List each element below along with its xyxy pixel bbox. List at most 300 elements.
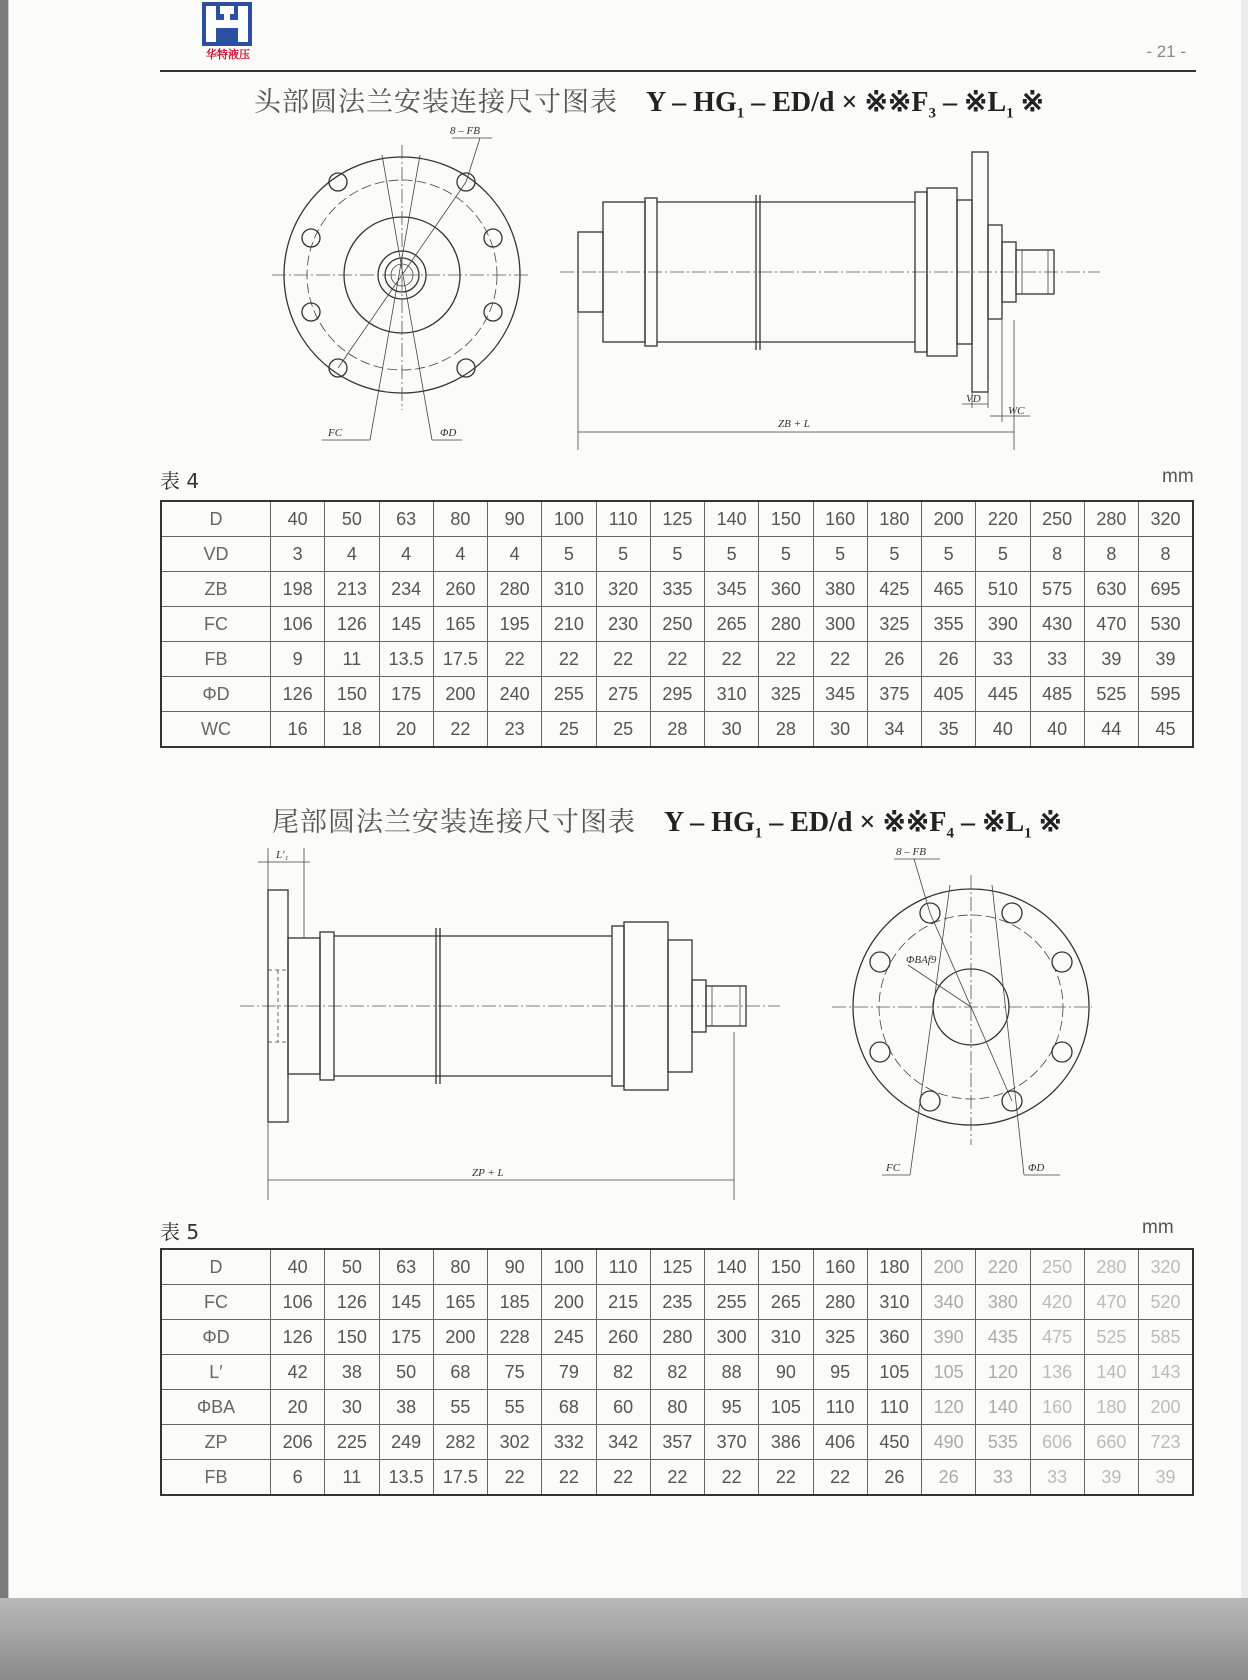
table-cell: 150 (325, 677, 379, 712)
table-cell: 280 (759, 607, 813, 642)
table-cell: 175 (379, 677, 433, 712)
label-zp-l: ZP + L (472, 1167, 504, 1179)
table-cell: 40 (976, 712, 1030, 748)
table-cell: 585 (1139, 1320, 1194, 1355)
table-cell: 360 (759, 572, 813, 607)
table-cell: 282 (433, 1425, 487, 1460)
table-cell: 22 (596, 642, 650, 677)
tail-flange-front-view (828, 845, 1098, 1190)
table-cell: 22 (542, 642, 596, 677)
table-cell: 95 (705, 1390, 759, 1425)
table-cell: 345 (813, 677, 867, 712)
table-cell: 22 (813, 642, 867, 677)
table-row (161, 677, 1193, 712)
table-cell: 370 (705, 1425, 759, 1460)
table-cell: 60 (596, 1390, 650, 1425)
table-cell: 320 (596, 572, 650, 607)
table-cell: 105 (922, 1355, 976, 1390)
table-cell: 120 (976, 1355, 1030, 1390)
table-cell: 8 (1139, 537, 1194, 572)
table-cell: 320 (1139, 1249, 1194, 1285)
table-cell: 18 (325, 712, 379, 748)
table-cell: 200 (922, 1249, 976, 1285)
table-cell: 145 (379, 1285, 433, 1320)
label-fc-2: FC (886, 1162, 901, 1174)
table-row (161, 1320, 1193, 1355)
table-cell: 340 (922, 1285, 976, 1320)
table-cell: 22 (759, 642, 813, 677)
table-cell: 22 (650, 1460, 704, 1496)
table-cell: 255 (705, 1285, 759, 1320)
table-cell: 310 (759, 1320, 813, 1355)
section2-title-cn: 尾部圆法兰安装连接尺寸图表 (272, 807, 636, 838)
table-cell: 106 (271, 1285, 325, 1320)
table-cell: 200 (922, 501, 976, 537)
table-cell: 255 (542, 677, 596, 712)
row-header: FC (161, 607, 271, 642)
table-cell: 79 (542, 1355, 596, 1390)
table-cell: 5 (813, 537, 867, 572)
table-cell: 525 (1084, 1320, 1138, 1355)
company-logo (196, 2, 260, 61)
table-cell: 630 (1084, 572, 1138, 607)
table-cell: 5 (867, 537, 921, 572)
table-cell: 38 (325, 1355, 379, 1390)
table-cell: 200 (542, 1285, 596, 1320)
table-cell: 39 (1084, 642, 1138, 677)
table-cell: 125 (650, 501, 704, 537)
table-cell: 300 (813, 607, 867, 642)
table-cell: 28 (759, 712, 813, 748)
table-cell: 75 (488, 1355, 542, 1390)
table-cell: 342 (596, 1425, 650, 1460)
table-cell: 20 (379, 712, 433, 748)
table-cell: 34 (867, 712, 921, 748)
table-cell: 35 (922, 712, 976, 748)
table-cell: 380 (813, 572, 867, 607)
table-cell: 110 (867, 1390, 921, 1425)
table-cell: 11 (325, 642, 379, 677)
table-cell: 68 (433, 1355, 487, 1390)
table-cell: 140 (705, 501, 759, 537)
table-cell: 250 (1030, 1249, 1084, 1285)
logo-icon (202, 2, 252, 46)
table-cell: 110 (813, 1390, 867, 1425)
table-cell: 30 (813, 712, 867, 748)
table-cell: 140 (705, 1249, 759, 1285)
table-cell: 39 (1139, 642, 1194, 677)
label-phiba: ΦBAf9 (906, 954, 937, 966)
head-flange-side-view (560, 140, 1110, 470)
table-cell: 180 (1084, 1390, 1138, 1425)
table-cell: 490 (922, 1425, 976, 1460)
table-cell: 125 (650, 1249, 704, 1285)
table-cell: 30 (325, 1390, 379, 1425)
table-cell: 23 (488, 712, 542, 748)
table-cell: 213 (325, 572, 379, 607)
table-cell: 26 (922, 1460, 976, 1496)
table-cell: 195 (488, 607, 542, 642)
table-cell: 80 (433, 1249, 487, 1285)
scan-bottom-band (0, 1598, 1248, 1680)
row-header: ZB (161, 572, 271, 607)
table-cell: 5 (759, 537, 813, 572)
table-row (161, 572, 1193, 607)
table-cell: 445 (976, 677, 1030, 712)
table-cell: 126 (271, 1320, 325, 1355)
table-cell: 44 (1084, 712, 1138, 748)
table-cell: 260 (596, 1320, 650, 1355)
table-cell: 249 (379, 1425, 433, 1460)
table-row (161, 501, 1193, 537)
table-cell: 25 (542, 712, 596, 748)
table-cell: 106 (271, 607, 325, 642)
table-row (161, 1249, 1193, 1285)
table-cell: 105 (867, 1355, 921, 1390)
table-row (161, 537, 1193, 572)
table-cell: 26 (922, 642, 976, 677)
table-cell: 230 (596, 607, 650, 642)
table-row (161, 1390, 1193, 1425)
table-cell: 325 (759, 677, 813, 712)
table-cell: 510 (976, 572, 1030, 607)
table-cell: 390 (922, 1320, 976, 1355)
table-cell: 280 (813, 1285, 867, 1320)
table-cell: 332 (542, 1425, 596, 1460)
table-cell: 33 (1030, 642, 1084, 677)
table-cell: 220 (976, 1249, 1030, 1285)
table-cell: 120 (922, 1390, 976, 1425)
table-cell: 606 (1030, 1425, 1084, 1460)
table5-label: 表 5 (160, 1220, 200, 1244)
table-cell: 16 (271, 712, 325, 748)
table-cell: 17.5 (433, 1460, 487, 1496)
table-cell: 55 (433, 1390, 487, 1425)
table-cell: 63 (379, 1249, 433, 1285)
table-cell: 198 (271, 572, 325, 607)
table-cell: 180 (867, 1249, 921, 1285)
table-cell: 165 (433, 607, 487, 642)
table-cell: 145 (379, 607, 433, 642)
table-cell: 206 (271, 1425, 325, 1460)
label-l1: L′₁ (276, 849, 289, 861)
table-cell: 5 (705, 537, 759, 572)
table-cell: 50 (325, 1249, 379, 1285)
table-cell: 28 (650, 712, 704, 748)
table-cell: 136 (1030, 1355, 1084, 1390)
table-cell: 25 (596, 712, 650, 748)
table-cell: 200 (1139, 1390, 1194, 1425)
table-cell: 723 (1139, 1425, 1194, 1460)
table-cell: 420 (1030, 1285, 1084, 1320)
row-header: ΦD (161, 1320, 271, 1355)
table-cell: 55 (488, 1390, 542, 1425)
table-cell: 82 (596, 1355, 650, 1390)
table-cell: 425 (867, 572, 921, 607)
table-cell: 90 (759, 1355, 813, 1390)
table-cell: 310 (542, 572, 596, 607)
label-phid-2: ΦD (1028, 1162, 1045, 1174)
table-cell: 390 (976, 607, 1030, 642)
table-cell: 250 (1030, 501, 1084, 537)
table-cell: 380 (976, 1285, 1030, 1320)
table-cell: 39 (1139, 1460, 1194, 1496)
section1-title-cn: 头部圆法兰安装连接尺寸图表 (254, 87, 618, 118)
table5-unit: mm (1142, 1217, 1174, 1238)
table-cell: 530 (1139, 607, 1194, 642)
table-cell: 63 (379, 501, 433, 537)
table-cell: 13.5 (379, 1460, 433, 1496)
table-cell: 22 (705, 1460, 759, 1496)
table-cell: 220 (976, 501, 1030, 537)
section1-model-code: Y – $HG_1 - ED/d$ × $※※F_3$ – $※L_1$ ※ (646, 87, 1045, 122)
table-cell: 265 (759, 1285, 813, 1320)
table-cell: 22 (705, 642, 759, 677)
label-8fb: 8 – FB (450, 125, 480, 137)
table-cell: 310 (705, 677, 759, 712)
table-cell: 465 (922, 572, 976, 607)
table-cell: 100 (542, 501, 596, 537)
table-cell: 200 (433, 677, 487, 712)
row-header: L′ (161, 1355, 271, 1390)
table-cell: 82 (650, 1355, 704, 1390)
table-cell: 5 (976, 537, 1030, 572)
table-cell: 4 (433, 537, 487, 572)
table-cell: 520 (1139, 1285, 1194, 1320)
table-cell: 50 (379, 1355, 433, 1390)
table-cell: 245 (542, 1320, 596, 1355)
table-cell: 126 (325, 1285, 379, 1320)
table-cell: 165 (433, 1285, 487, 1320)
table-cell: 695 (1139, 572, 1194, 607)
table-cell: 110 (596, 501, 650, 537)
table-cell: 126 (271, 677, 325, 712)
table-cell: 140 (976, 1390, 1030, 1425)
table5 (160, 1248, 1194, 1496)
table-cell: 26 (867, 1460, 921, 1496)
table-cell: 22 (813, 1460, 867, 1496)
table-cell: 9 (271, 642, 325, 677)
table-cell: 80 (650, 1390, 704, 1425)
row-header: FC (161, 1285, 271, 1320)
table-cell: 355 (922, 607, 976, 642)
table-cell: 185 (488, 1285, 542, 1320)
table-cell: 80 (433, 501, 487, 537)
table-cell: 228 (488, 1320, 542, 1355)
row-header: WC (161, 712, 271, 748)
table-cell: 90 (488, 501, 542, 537)
table-cell: 105 (759, 1390, 813, 1425)
table-cell: 335 (650, 572, 704, 607)
label-fc: FC (328, 427, 343, 439)
table-cell: 68 (542, 1390, 596, 1425)
label-wc: WC (1008, 405, 1025, 417)
table-cell: 110 (596, 1249, 650, 1285)
table-cell: 140 (1084, 1355, 1138, 1390)
table-cell: 475 (1030, 1320, 1084, 1355)
table-row (161, 607, 1193, 642)
section2-title (272, 800, 1062, 843)
table-cell: 660 (1084, 1425, 1138, 1460)
table-cell: 406 (813, 1425, 867, 1460)
table-cell: 485 (1030, 677, 1084, 712)
table-cell: 22 (759, 1460, 813, 1496)
table4-label: 表 4 (160, 469, 200, 493)
table-cell: 150 (759, 501, 813, 537)
table-cell: 22 (488, 1460, 542, 1496)
table-cell: 150 (325, 1320, 379, 1355)
table-cell: 11 (325, 1460, 379, 1496)
table-cell: 357 (650, 1425, 704, 1460)
table-cell: 22 (650, 642, 704, 677)
table-cell: 325 (813, 1320, 867, 1355)
header-rule (160, 70, 1196, 72)
table-cell: 150 (759, 1249, 813, 1285)
table-cell: 405 (922, 677, 976, 712)
label-zb-l: ZB + L (778, 418, 810, 430)
table-cell: 6 (271, 1460, 325, 1496)
table-cell: 30 (705, 712, 759, 748)
row-header: ΦBA (161, 1390, 271, 1425)
table-cell: 275 (596, 677, 650, 712)
table-cell: 13.5 (379, 642, 433, 677)
table4-unit: mm (1162, 466, 1194, 487)
table-cell: 180 (867, 501, 921, 537)
table-cell: 42 (271, 1355, 325, 1390)
section1-title (254, 80, 1044, 123)
table-cell: 215 (596, 1285, 650, 1320)
table-cell: 26 (867, 642, 921, 677)
row-header: D (161, 1249, 271, 1285)
row-header: ΦD (161, 677, 271, 712)
table-cell: 17.5 (433, 642, 487, 677)
table-cell: 90 (488, 1249, 542, 1285)
table-cell: 33 (976, 1460, 1030, 1496)
table4 (160, 500, 1194, 748)
table-cell: 302 (488, 1425, 542, 1460)
table-cell: 5 (922, 537, 976, 572)
table-cell: 88 (705, 1355, 759, 1390)
table-cell: 38 (379, 1390, 433, 1425)
table-row (161, 712, 1193, 748)
table-cell: 280 (1084, 1249, 1138, 1285)
table-cell: 345 (705, 572, 759, 607)
table-cell: 235 (650, 1285, 704, 1320)
table-cell: 280 (488, 572, 542, 607)
table-cell: 234 (379, 572, 433, 607)
table-cell: 50 (325, 501, 379, 537)
table-cell: 320 (1139, 501, 1194, 537)
tail-flange-side-view (240, 840, 800, 1200)
table-cell: 5 (542, 537, 596, 572)
row-header: FB (161, 642, 271, 677)
table-cell: 5 (650, 537, 704, 572)
table-cell: 160 (1030, 1390, 1084, 1425)
table-cell: 280 (1084, 501, 1138, 537)
table-cell: 40 (1030, 712, 1084, 748)
table-cell: 265 (705, 607, 759, 642)
table-cell: 450 (867, 1425, 921, 1460)
table-cell: 300 (705, 1320, 759, 1355)
table-cell: 280 (650, 1320, 704, 1355)
table-cell: 126 (325, 607, 379, 642)
table-cell: 325 (867, 607, 921, 642)
table-cell: 470 (1084, 1285, 1138, 1320)
table-cell: 525 (1084, 677, 1138, 712)
table-row (161, 1425, 1193, 1460)
table-cell: 250 (650, 607, 704, 642)
table-cell: 295 (650, 677, 704, 712)
label-vd: VD (966, 393, 981, 405)
table-cell: 3 (271, 537, 325, 572)
section2-model-code: Y – $HG_1 - ED/d$ × $※※F_4$ – $※L_1$ ※ (664, 807, 1063, 842)
table-cell: 4 (488, 537, 542, 572)
head-flange-front-view (262, 120, 532, 460)
table-cell: 40 (271, 1249, 325, 1285)
row-header: VD (161, 537, 271, 572)
table-cell: 33 (976, 642, 1030, 677)
table-cell: 4 (379, 537, 433, 572)
table-cell: 100 (542, 1249, 596, 1285)
table-cell: 45 (1139, 712, 1194, 748)
table-cell: 200 (433, 1320, 487, 1355)
table-cell: 175 (379, 1320, 433, 1355)
table-cell: 8 (1030, 537, 1084, 572)
table-row (161, 1355, 1193, 1390)
table-cell: 22 (596, 1460, 650, 1496)
table-cell: 22 (542, 1460, 596, 1496)
page-number: - 21 - (1146, 42, 1186, 61)
table-cell: 210 (542, 607, 596, 642)
table-cell: 40 (271, 501, 325, 537)
table-cell: 375 (867, 677, 921, 712)
table-cell: 360 (867, 1320, 921, 1355)
label-phid: ΦD (440, 427, 457, 439)
table-cell: 260 (433, 572, 487, 607)
table-cell: 470 (1084, 607, 1138, 642)
table-cell: 39 (1084, 1460, 1138, 1496)
logo-text: 华特液压 (206, 49, 250, 61)
table-row (161, 1285, 1193, 1320)
table-cell: 595 (1139, 677, 1194, 712)
table-cell: 435 (976, 1320, 1030, 1355)
table-cell: 240 (488, 677, 542, 712)
table-cell: 575 (1030, 572, 1084, 607)
table-cell: 8 (1084, 537, 1138, 572)
table-cell: 4 (325, 537, 379, 572)
table-row (161, 642, 1193, 677)
row-header: D (161, 501, 271, 537)
row-header: ZP (161, 1425, 271, 1460)
table-cell: 143 (1139, 1355, 1194, 1390)
table-cell: 95 (813, 1355, 867, 1390)
table-cell: 160 (813, 501, 867, 537)
label-8fb-2: 8 – FB (896, 846, 926, 858)
table-cell: 430 (1030, 607, 1084, 642)
table-row (161, 1460, 1193, 1496)
table-cell: 225 (325, 1425, 379, 1460)
table-cell: 22 (488, 642, 542, 677)
table-cell: 22 (433, 712, 487, 748)
table-cell: 160 (813, 1249, 867, 1285)
table-cell: 33 (1030, 1460, 1084, 1496)
table-cell: 5 (596, 537, 650, 572)
table-cell: 20 (271, 1390, 325, 1425)
table-cell: 386 (759, 1425, 813, 1460)
row-header: FB (161, 1460, 271, 1496)
table-cell: 535 (976, 1425, 1030, 1460)
table-cell: 310 (867, 1285, 921, 1320)
